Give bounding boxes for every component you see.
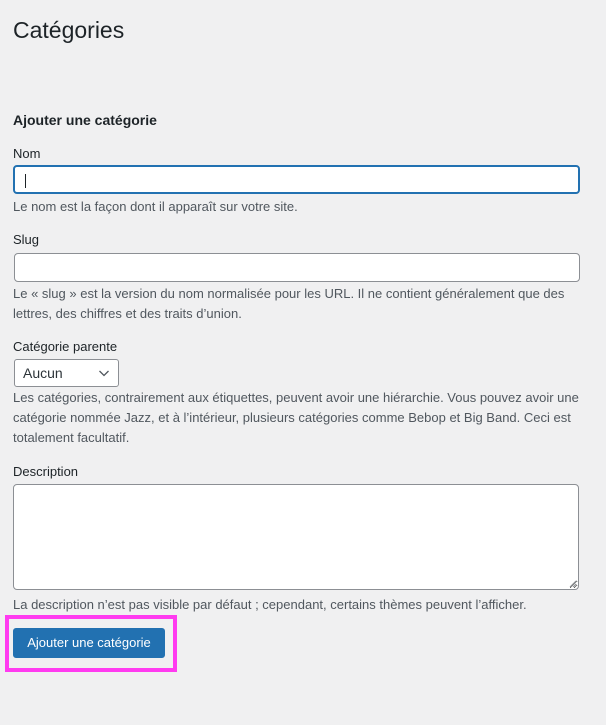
name-label: Nom [13, 146, 41, 161]
parent-category-select[interactable] [14, 359, 119, 387]
resize-handle-icon[interactable] [568, 579, 577, 588]
name-help-text: Le nom est la façon dont il apparaît sur votre site. [13, 199, 298, 214]
description-textarea[interactable] [13, 484, 579, 590]
parent-category-label: Catégorie parente [13, 339, 118, 354]
text-caret [25, 174, 26, 188]
add-category-button[interactable]: Ajouter une catégorie [13, 628, 165, 658]
parent-category-selected-value: Aucun [23, 365, 63, 381]
name-input[interactable] [13, 165, 580, 194]
slug-label: Slug [13, 232, 40, 247]
description-help-text: La description n’est pas visible par défaut ; cependant, certains thèmes peuvent l’afficher. [13, 597, 527, 612]
add-category-heading: Ajouter une catégorie [13, 112, 157, 128]
parent-category-help-text: Les catégories, contrairement aux étiquettes, peuvent avoir une hiérarchie. Vous pouvez avoir une catégorie nommée Jazz, et à l’intérieur, plusieurs catégories comme Bebop et Big Band. Ceci est totalement facultatif. [13, 390, 579, 445]
slug-input[interactable] [14, 253, 580, 282]
page-title: Catégories [13, 17, 125, 43]
description-label: Description [13, 464, 79, 479]
slug-help-text: Le « slug » est la version du nom normalisée pour les URL. Il ne contient généralement que des lettres, des chiffres et des traits d’union. [13, 286, 565, 321]
chevron-down-icon [98, 368, 110, 378]
